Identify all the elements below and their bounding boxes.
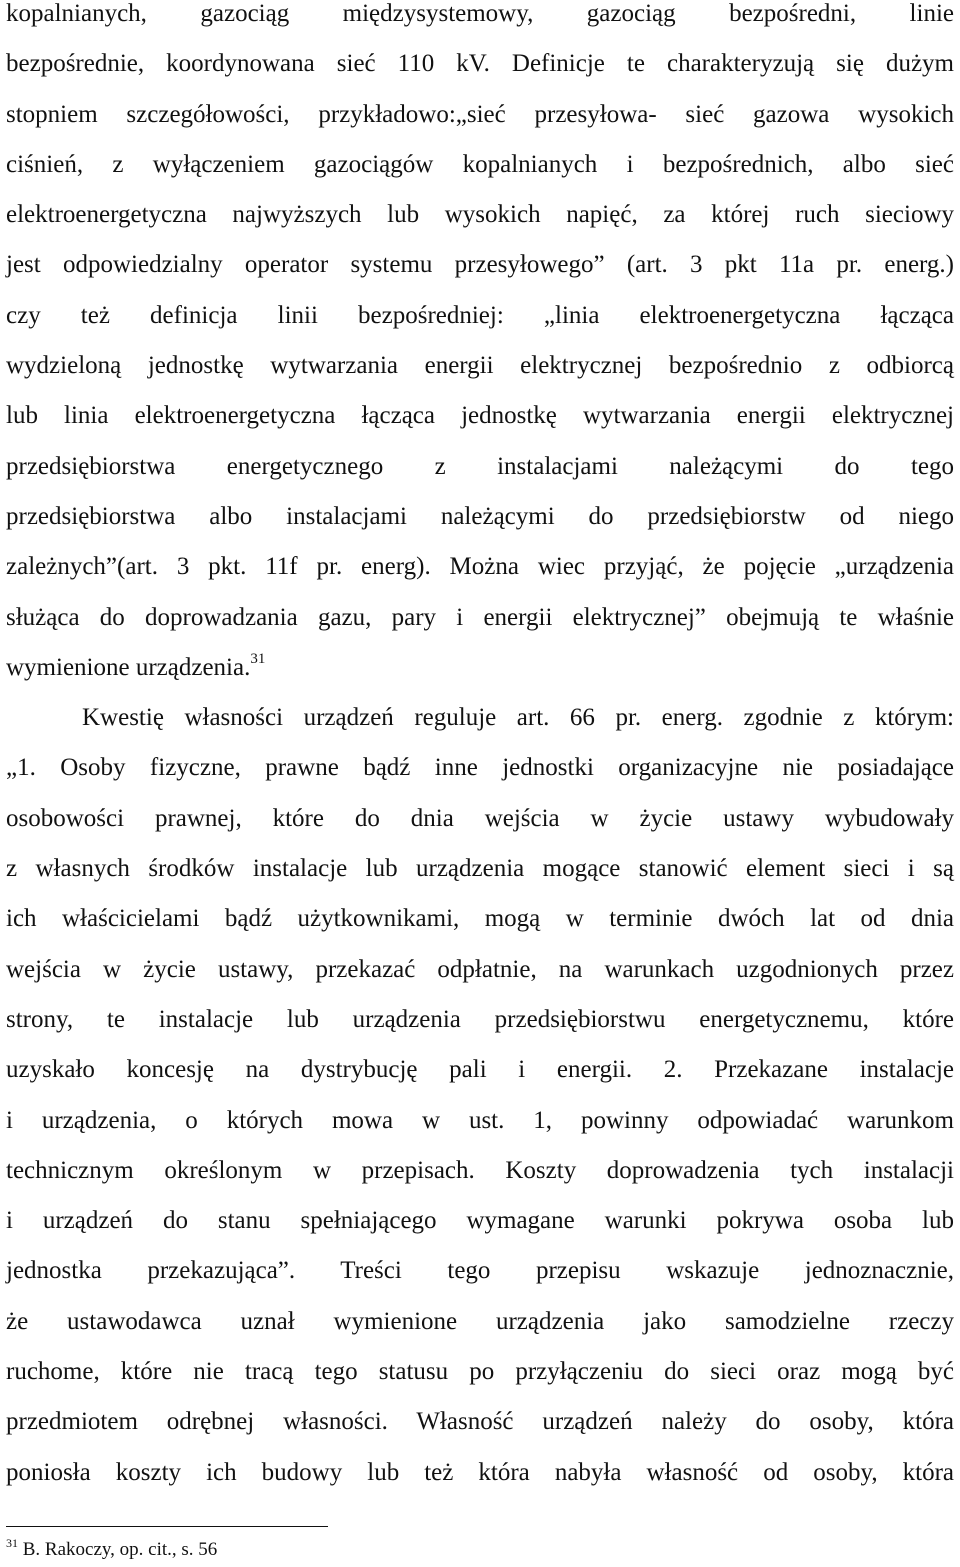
text-line: czy też definicja linii bezpośredniej: „linia elektroenergetyczna łącząca (6, 301, 954, 329)
text-line: służąca do doprowadzania gazu, pary i energii elektrycznej” obejmują te właśnie (6, 603, 954, 631)
text-line: wydzieloną jednostkę wytwarzania energii elektrycznej bezpośrednio z odbiorcą (6, 352, 954, 380)
text-line: „1. Osoby fizyczne, prawne bądź inne jednostki organizacyjne nie posiadające (6, 754, 954, 782)
text-line: osobowości prawnej, które do dnia wejścia w życie ustawy wybudowały (6, 804, 954, 832)
text-line: przedsiębiorstwa energetycznego z instalacjami należącymi do tego (6, 452, 954, 480)
text-line: ruchome, które nie tracą tego statusu po przyłączeniu do sieci oraz mogą być (6, 1358, 954, 1386)
document-page (6, 0, 954, 1498)
text-line: jednostka przekazująca”. Treści tego przepisu wskazuje jednoznacznie, (6, 1257, 954, 1285)
paragraph-article-66 (6, 693, 954, 1498)
footnote-reference[interactable]: 31 (250, 650, 266, 667)
text-line: strony, te instalacje lub urządzenia przedsiębiorstwu energetycznemu, które (6, 1005, 954, 1033)
text-line: poniosła koszty ich budowy lub też która nabyła własność od osoby, która (6, 1458, 954, 1486)
text-line: z własnych środków instalacje lub urządzenia mogące stanowić element sieci i są (6, 855, 954, 883)
text-line-indented: Kwestię własności urządzeń reguluje art. 66 pr. energ. zgodnie z którym: (82, 704, 954, 732)
text-line: przedsiębiorstwa albo instalacjami należącymi do przedsiębiorstw od niego (6, 502, 954, 530)
paragraph-ownership-definitions (6, 0, 954, 693)
footnote-separator (6, 1526, 328, 1527)
text-line: bezpośrednie, koordynowana sieć 110 kV. Definicje te charakteryzują się dużym (6, 50, 954, 78)
text-line: jest odpowiedzialny operator systemu przesyłowego” (art. 3 pkt 11a pr. energ.) (6, 251, 954, 279)
footnote (6, 1538, 217, 1562)
text-line: wejścia w życie ustawy, przekazać odpłatnie, na warunkach uzgodnionych przez (6, 955, 954, 983)
text-line: zależnych”(art. 3 pkt. 11f pr. energ). Można wiec przyjąć, że pojęcie „urządzenia (6, 553, 954, 581)
text-line: że ustawodawca uznał wymienione urządzenia jako samodzielne rzeczy (6, 1307, 954, 1335)
text-line: stopniem szczegółowości, przykładowo:„sieć przesyłowa- sieć gazowa wysokich (6, 100, 954, 128)
text-line: technicznym określonym w przepisach. Koszty doprowadzenia tych instalacji (6, 1156, 954, 1184)
text-line-last (6, 643, 954, 693)
text-line: i urządzeń do stanu spełniającego wymagane warunki pokrywa osoba lub (6, 1207, 954, 1235)
text-line: elektroenergetyczna najwyższych lub wysokich napięć, za której ruch sieciowy (6, 201, 954, 229)
text-line: ich właścicielami bądź użytkownikami, mogą w terminie dwóch lat od dnia (6, 905, 954, 933)
text-line: kopalnianych, gazociąg międzysystemowy, gazociąg bezpośredni, linie (6, 0, 954, 27)
text-line: przedmiotem odrębnej własności. Własność urządzeń należy do osoby, która (6, 1408, 954, 1436)
text-line: i urządzenia, o których mowa w ust. 1, powinny odpowiadać warunkom (6, 1106, 954, 1134)
text-line: ciśnień, z wyłączeniem gazociągów kopalnianych i bezpośrednich, albo sieć (6, 150, 954, 178)
text-line: lub linia elektroenergetyczna łącząca jednostkę wytwarzania energii elektrycznej (6, 402, 954, 430)
text-line: uzyskało koncesję na dystrybucję pali i energii. 2. Przekazane instalacje (6, 1056, 954, 1084)
text-line-last-content: wymienione urządzenia. (6, 653, 251, 681)
footnote-text: B. Rakoczy, op. cit., s. 56 (22, 1539, 218, 1560)
footnote-number: 31 (6, 1536, 18, 1550)
